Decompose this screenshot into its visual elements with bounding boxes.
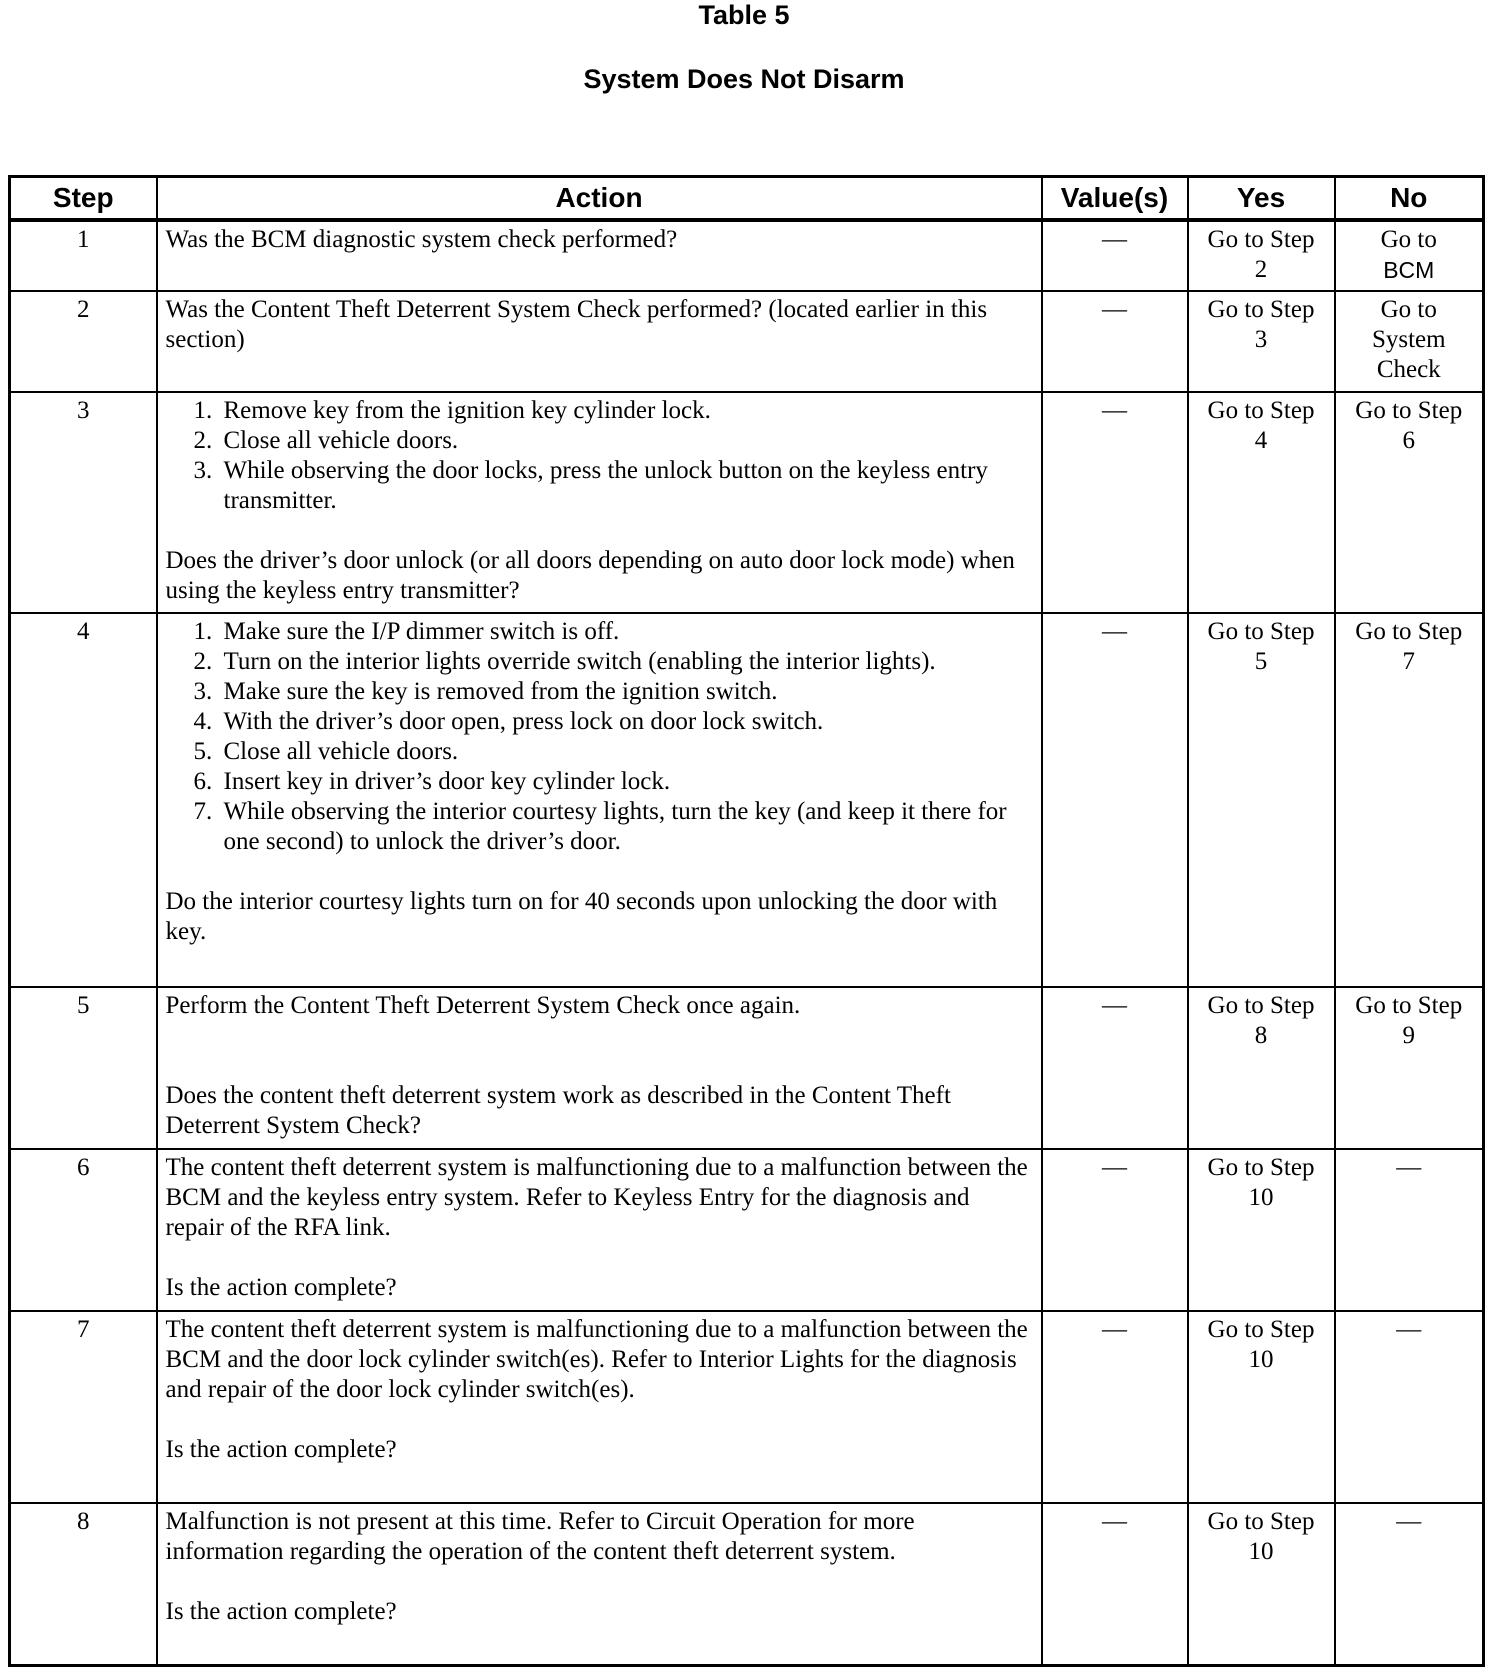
spacer (166, 1243, 1033, 1273)
spacer (166, 857, 1033, 887)
yes-text-line: 8 (1254, 1022, 1268, 1049)
yes-text-line: 10 (1248, 1184, 1274, 1211)
no-text-line: 9 (1402, 1022, 1415, 1049)
yes-text-line: Go to Step (1207, 296, 1315, 323)
step-cell (10, 1503, 157, 1665)
action-step-number: 2. (193, 648, 213, 675)
yes-text-line: Go to Step (1207, 226, 1315, 253)
no-cell (1335, 1311, 1484, 1503)
value-cell (1042, 1503, 1188, 1665)
action-step-number: 5. (193, 738, 213, 765)
action-question: Is the action complete? (165, 1274, 397, 1301)
yes-text-line: Go to Step (1207, 1316, 1315, 1343)
action-step-number: 3. (193, 457, 213, 484)
no-text-line: 6 (1402, 427, 1415, 454)
action-step-text: Make sure the I/P dimmer switch is off. (223, 618, 620, 645)
value-text: — (1102, 397, 1127, 424)
action-step-text: Turn on the interior lights override switch (enabling the interior lights). (223, 648, 936, 675)
no-text-line: System (1371, 326, 1446, 353)
value-cell (1042, 392, 1188, 613)
no-text-line: — (1396, 1154, 1422, 1181)
action-step-number: 7. (193, 798, 213, 825)
action-text: The content theft deterrent system is malfunctioning due to a malfunction between the BCM and the keyless entry system. Refer to Keyless Entry for the diagnosis and repair of the RFA link. (165, 1154, 1028, 1241)
spacer (166, 1021, 1033, 1051)
table-row (10, 987, 1484, 1149)
value-cell (1042, 613, 1188, 987)
action-cell (157, 392, 1042, 613)
value-text: — (1102, 1508, 1127, 1535)
action-step-item (194, 707, 1033, 737)
no-text-line: — (1396, 1508, 1422, 1535)
action-cell (157, 613, 1042, 987)
no-cell (1335, 987, 1484, 1149)
table-label: Table 5 (698, 0, 790, 30)
header-row (10, 177, 1484, 221)
no-cell (1335, 291, 1484, 392)
action-step-item (194, 677, 1033, 707)
no-text-line: Go to (1380, 296, 1437, 323)
action-step-item (194, 617, 1033, 647)
action-question: Is the action complete? (165, 1436, 397, 1463)
no-cell (1335, 1503, 1484, 1665)
action-step-item (194, 426, 1033, 456)
action-cell (157, 1149, 1042, 1311)
step-cell (10, 613, 157, 987)
value-text: — (1102, 1316, 1127, 1343)
spacer (166, 1567, 1033, 1597)
yes-text-line: 4 (1254, 427, 1268, 454)
action-step-number: 1. (193, 618, 213, 645)
table-row (10, 1503, 1484, 1665)
action-step-item (194, 396, 1033, 426)
action-text: Perform the Content Theft Deterrent System Check once again. (165, 992, 801, 1019)
step-number: 4 (77, 618, 90, 645)
action-text: Malfunction is not present at this time. Refer to Circuit Operation for more information regarding the operation of the content theft deterrent system. (165, 1508, 915, 1565)
yes-cell (1188, 987, 1335, 1149)
value-cell (1042, 1149, 1188, 1311)
no-cell (1335, 613, 1484, 987)
value-cell (1042, 987, 1188, 1149)
action-cell (157, 1311, 1042, 1503)
yes-cell (1188, 613, 1335, 987)
action-cell (157, 220, 1042, 291)
spacer (166, 1051, 1033, 1081)
action-step-item (194, 797, 1033, 857)
action-step-number: 2. (193, 427, 213, 454)
no-text-line: 7 (1402, 648, 1415, 675)
no-cell (1335, 1149, 1484, 1311)
action-step-item (194, 456, 1033, 516)
value-text: — (1102, 296, 1127, 323)
no-text-line: Go to Step (1355, 397, 1463, 424)
action-step-number: 6. (193, 768, 213, 795)
yes-cell (1188, 291, 1335, 392)
action-cell (157, 291, 1042, 392)
no-text-line: Check (1376, 356, 1441, 383)
yes-text-line: 2 (1254, 256, 1268, 283)
action-text: Was the BCM diagnostic system check performed? (165, 226, 678, 253)
action-step-text: Close all vehicle doors. (223, 427, 459, 454)
yes-cell (1188, 220, 1335, 291)
yes-text-line: 10 (1248, 1346, 1274, 1373)
value-text: — (1102, 992, 1127, 1019)
step-cell (10, 987, 157, 1149)
step-number: 2 (77, 296, 90, 323)
step-cell (10, 1311, 157, 1503)
action-question: Does the driver’s door unlock (or all doors depending on auto door lock mode) when using the keyless entry transmitter? (165, 547, 1015, 604)
value-cell (1042, 220, 1188, 291)
action-step-number: 3. (193, 678, 213, 705)
step-cell (10, 291, 157, 392)
action-step-item (194, 647, 1033, 677)
yes-cell (1188, 1311, 1335, 1503)
no-text-line: BCM (1383, 257, 1435, 283)
table-row (10, 1149, 1484, 1311)
action-step-text: With the driver’s door open, press lock on door lock switch. (223, 708, 824, 735)
table-row (10, 613, 1484, 987)
action-step-text: Make sure the key is removed from the ignition switch. (223, 678, 778, 705)
yes-cell (1188, 1149, 1335, 1311)
action-step-text: Close all vehicle doors. (223, 738, 459, 765)
action-question: Does the content theft deterrent system work as described in the Content Theft Deterrent System Check? (165, 1082, 951, 1139)
no-text-line: Go to Step (1355, 992, 1463, 1019)
yes-text-line: Go to Step (1207, 1154, 1315, 1181)
value-cell (1042, 1311, 1188, 1503)
yes-text-line: Go to Step (1207, 992, 1315, 1019)
value-text: — (1102, 226, 1127, 253)
header-values: Value(s) (1042, 177, 1188, 221)
action-step-item (194, 767, 1033, 797)
no-text-line: Go to (1380, 226, 1437, 253)
header-step: Step (10, 177, 157, 221)
yes-text-line: Go to Step (1207, 618, 1315, 645)
table-row (10, 392, 1484, 613)
diagnostic-table (8, 175, 1485, 1667)
action-step-item (194, 737, 1033, 767)
value-cell (1042, 291, 1188, 392)
step-number: 3 (77, 397, 90, 424)
action-steps-list (166, 617, 1033, 857)
step-cell (10, 220, 157, 291)
action-step-number: 4. (193, 708, 213, 735)
spacer (166, 516, 1033, 546)
step-number: 6 (77, 1154, 90, 1181)
table-row (10, 1311, 1484, 1503)
action-steps-list (166, 396, 1033, 516)
no-text-line: Go to Step (1355, 618, 1463, 645)
value-text: — (1102, 1154, 1127, 1181)
table-row (10, 291, 1484, 392)
action-text: Was the Content Theft Deterrent System Check performed? (located earlier in this section) (165, 296, 988, 353)
step-number: 8 (77, 1508, 90, 1535)
step-cell (10, 1149, 157, 1311)
action-step-text: Remove key from the ignition key cylinder lock. (223, 397, 711, 424)
yes-text-line: 10 (1248, 1538, 1274, 1565)
no-cell (1335, 220, 1484, 291)
yes-cell (1188, 392, 1335, 613)
action-step-text: While observing the interior courtesy lights, turn the key (and keep it there for one second) to unlock the driver’s door. (223, 798, 1007, 855)
action-step-text: Insert key in driver’s door key cylinder lock. (223, 768, 671, 795)
spacer (166, 1405, 1033, 1435)
yes-text-line: Go to Step (1207, 397, 1315, 424)
yes-text-line: 5 (1254, 648, 1268, 675)
table-row (10, 220, 1484, 291)
action-cell (157, 987, 1042, 1149)
no-cell (1335, 392, 1484, 613)
action-cell (157, 1503, 1042, 1665)
step-number: 5 (77, 992, 90, 1019)
header-yes: Yes (1188, 177, 1335, 221)
page-title: System Does Not Disarm (583, 64, 905, 94)
yes-text-line: 3 (1254, 326, 1268, 353)
action-step-number: 1. (193, 397, 213, 424)
value-text: — (1102, 618, 1127, 645)
header-action: Action (157, 177, 1042, 221)
yes-cell (1188, 1503, 1335, 1665)
step-number: 1 (77, 226, 90, 253)
no-text-line: — (1396, 1316, 1422, 1343)
table-body (10, 220, 1484, 1665)
action-step-text: While observing the door locks, press the unlock button on the keyless entry transmitter. (223, 457, 988, 514)
yes-text-line: Go to Step (1207, 1508, 1315, 1535)
header-no: No (1335, 177, 1484, 221)
step-number: 7 (77, 1316, 90, 1343)
action-text: The content theft deterrent system is malfunctioning due to a malfunction between the BCM and the door lock cylinder switch(es). Refer to Interior Lights for the diagnosis and repair of the door lock cylinder switch(es). (165, 1316, 1028, 1403)
action-question: Do the interior courtesy lights turn on for 40 seconds upon unlocking the door with key. (165, 888, 998, 945)
action-question: Is the action complete? (165, 1598, 397, 1625)
step-cell (10, 392, 157, 613)
